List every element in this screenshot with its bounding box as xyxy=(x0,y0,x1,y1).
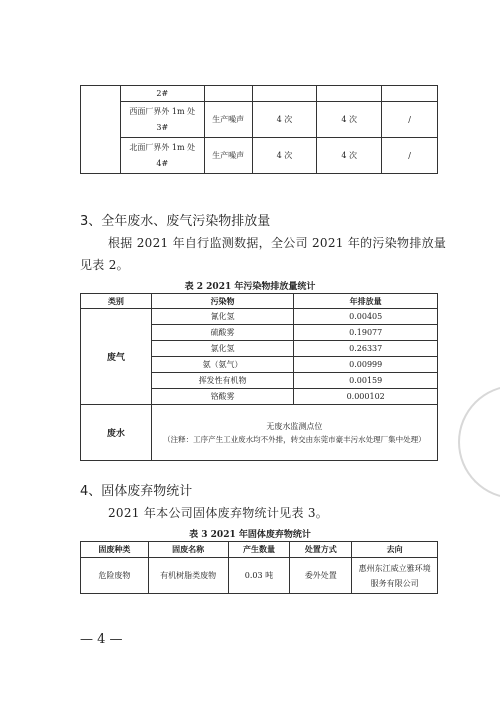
water-note-line1: 无废水监测点位 xyxy=(266,421,323,431)
water-note-line2: （注释：工序产生工业废水均不外排，转交由东莞市豪丰污水处理厂集中处理） xyxy=(163,434,426,444)
quantity-cell: 0.03 吨 xyxy=(228,558,290,594)
water-category-cell: 废水 xyxy=(81,405,152,461)
disposal-cell: 委外处置 xyxy=(290,558,352,594)
header-quantity: 产生数量 xyxy=(228,542,290,558)
noise-type-cell: 生产噪声 xyxy=(204,138,252,174)
pollutant-cell: 氨（氨气） xyxy=(151,357,294,373)
header-waste-name: 固废名称 xyxy=(148,542,228,558)
frequency-cell: 4 次 xyxy=(317,102,382,138)
pollutant-cell: 氯化氢 xyxy=(151,341,294,357)
location-cell: 2# xyxy=(120,86,204,102)
category-cell xyxy=(81,86,121,174)
frequency-cell: 4 次 xyxy=(317,138,382,174)
note-cell: / xyxy=(382,138,438,174)
header-disposal: 处置方式 xyxy=(290,542,352,558)
section4-paragraph: 2021 年本公司固体废弃物统计见表 3。 xyxy=(108,506,329,520)
gas-category-cell: 废气 xyxy=(81,309,152,405)
table2-caption: 表 2 2021 年污染物排放量统计 xyxy=(184,282,316,292)
header-destination: 去向 xyxy=(352,542,438,558)
amount-cell: 0.000102 xyxy=(294,389,438,405)
table3-caption: 表 3 2021 年固体废弃物统计 xyxy=(189,530,311,540)
table-row xyxy=(81,309,438,325)
header-waste-kind: 固废种类 xyxy=(81,542,149,558)
amount-cell: 0.00999 xyxy=(294,357,438,373)
emissions-table xyxy=(80,293,438,461)
water-note-cell xyxy=(151,405,437,461)
header-pollutant: 污染物 xyxy=(151,294,294,309)
amount-cell: 0.00405 xyxy=(294,309,438,325)
pollutant-cell: 挥发性有机物 xyxy=(151,373,294,389)
location-cell: 西面厂界外 1m 处 3# xyxy=(120,102,204,138)
page-number: — 4 — xyxy=(80,632,123,647)
table-header-row xyxy=(81,294,438,309)
note-cell: / xyxy=(382,102,438,138)
header-category: 类别 xyxy=(81,294,152,309)
table-row xyxy=(81,558,438,594)
table-row xyxy=(81,102,438,138)
pollutant-cell: 氰化氢 xyxy=(151,309,294,325)
seal-stamp-fragment xyxy=(458,385,500,499)
section3-paragraph-line1: 根据 2021 年自行监测数据，全公司 2021 年的污染物排放量 xyxy=(108,236,447,250)
amount-cell: 0.00159 xyxy=(294,373,438,389)
noise-type-cell: 生产噪声 xyxy=(204,102,252,138)
pollutant-cell: 硫酸雾 xyxy=(151,325,294,341)
amount-cell: 0.19077 xyxy=(294,325,438,341)
amount-cell: 0.26337 xyxy=(294,341,438,357)
location-cell: 北面厂界外 1m 处 4# xyxy=(120,138,204,174)
table-header-row xyxy=(81,542,438,558)
destination-cell: 惠州东江威立雅环境 服务有限公司 xyxy=(352,558,438,594)
noise-monitoring-table xyxy=(80,85,438,174)
waste-kind-cell: 危险废物 xyxy=(81,558,149,594)
table-row xyxy=(81,86,438,102)
section4-heading: 4、固体废弃物统计 xyxy=(80,484,193,499)
section3-paragraph-line2: 见表 2。 xyxy=(80,258,129,272)
pollutant-cell: 铬酸雾 xyxy=(151,389,294,405)
frequency-cell: 4 次 xyxy=(252,138,317,174)
frequency-cell: 4 次 xyxy=(252,102,317,138)
table-row xyxy=(81,405,438,461)
section3-heading: 3、全年废水、废气污染物排放量 xyxy=(80,214,271,229)
solid-waste-table xyxy=(80,541,438,594)
waste-name-cell: 有机树脂类废物 xyxy=(148,558,228,594)
header-annual-amount: 年排放量 xyxy=(294,294,438,309)
table-row xyxy=(81,138,438,174)
